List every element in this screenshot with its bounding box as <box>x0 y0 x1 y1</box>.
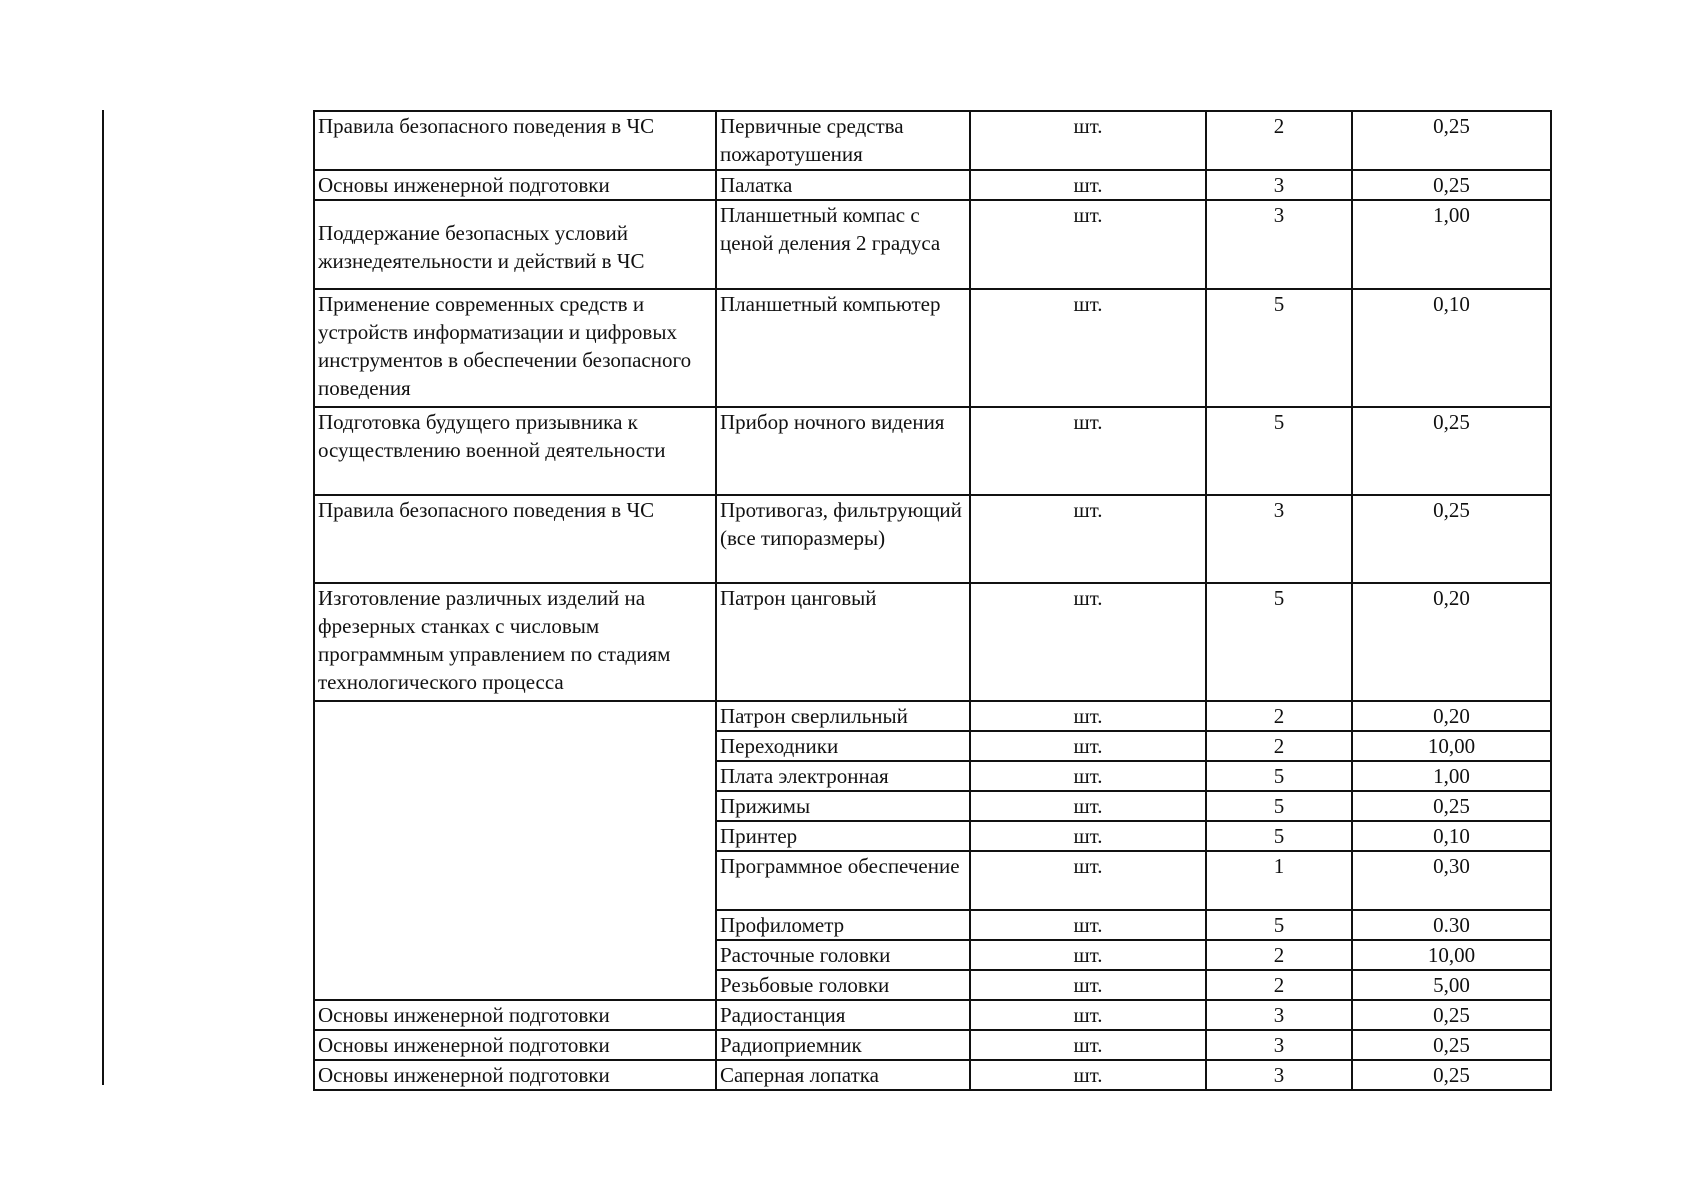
unit-cell: шт. <box>970 200 1206 289</box>
qty-cell: 3 <box>1206 1000 1352 1030</box>
unit-cell: шт. <box>970 1030 1206 1060</box>
topic-cell: Подготовка будущего призывника к осуществлению военной деятельности <box>314 407 716 495</box>
table-row <box>314 407 1551 495</box>
qty-cell: 3 <box>1206 1030 1352 1060</box>
item-cell: Принтер <box>716 821 970 851</box>
coef-cell: 0,25 <box>1352 1000 1551 1030</box>
unit-cell: шт. <box>970 289 1206 407</box>
item-cell: Планшетный компас с ценой деления 2 градуса <box>716 200 970 289</box>
topic-cell <box>314 701 716 1000</box>
item-cell: Прибор ночного видения <box>716 407 970 495</box>
qty-cell: 1 <box>1206 851 1352 910</box>
item-cell: Патрон цанговый <box>716 583 970 701</box>
qty-cell: 3 <box>1206 495 1352 583</box>
coef-cell: 10,00 <box>1352 731 1551 761</box>
qty-cell: 5 <box>1206 791 1352 821</box>
item-cell: Программное обеспечение <box>716 851 970 910</box>
unit-cell: шт. <box>970 1000 1206 1030</box>
coef-cell: 0,10 <box>1352 289 1551 407</box>
unit-cell: шт. <box>970 970 1206 1000</box>
coef-cell: 0,25 <box>1352 791 1551 821</box>
qty-cell: 5 <box>1206 761 1352 791</box>
unit-cell: шт. <box>970 170 1206 200</box>
unit-cell: шт. <box>970 1060 1206 1090</box>
item-cell: Саперная лопатка <box>716 1060 970 1090</box>
table-row <box>314 170 1551 200</box>
qty-cell: 5 <box>1206 407 1352 495</box>
table-row <box>314 1000 1551 1030</box>
item-cell: Радиоприемник <box>716 1030 970 1060</box>
unit-cell: шт. <box>970 821 1206 851</box>
item-cell: Прижимы <box>716 791 970 821</box>
topic-cell: Основы инженерной подготовки <box>314 1060 716 1090</box>
qty-cell: 2 <box>1206 940 1352 970</box>
topic-cell: Основы инженерной подготовки <box>314 1030 716 1060</box>
left-margin-rule <box>102 110 104 1085</box>
unit-cell: шт. <box>970 851 1206 910</box>
qty-cell: 3 <box>1206 1060 1352 1090</box>
table-row <box>314 701 1551 731</box>
item-cell: Первичные средства пожаротушения <box>716 111 970 170</box>
unit-cell: шт. <box>970 495 1206 583</box>
qty-cell: 5 <box>1206 289 1352 407</box>
topic-cell: Применение современных средств и устройств информатизации и цифровых инструментов в обеспечении безопасного поведения <box>314 289 716 407</box>
topic-cell: Основы инженерной подготовки <box>314 170 716 200</box>
coef-cell: 0,20 <box>1352 701 1551 731</box>
table-row <box>314 200 1551 289</box>
coef-cell: 0,25 <box>1352 495 1551 583</box>
table-row <box>314 1030 1551 1060</box>
coef-cell: 0,25 <box>1352 407 1551 495</box>
item-cell: Планшетный компьютер <box>716 289 970 407</box>
unit-cell: шт. <box>970 583 1206 701</box>
unit-cell: шт. <box>970 910 1206 940</box>
item-cell: Переходники <box>716 731 970 761</box>
unit-cell: шт. <box>970 111 1206 170</box>
qty-cell: 5 <box>1206 821 1352 851</box>
unit-cell: шт. <box>970 407 1206 495</box>
item-cell: Радиостанция <box>716 1000 970 1030</box>
qty-cell: 3 <box>1206 200 1352 289</box>
qty-cell: 3 <box>1206 170 1352 200</box>
item-cell: Противогаз, фильтрующий (все типоразмеры) <box>716 495 970 583</box>
coef-cell: 0,25 <box>1352 1060 1551 1090</box>
unit-cell: шт. <box>970 791 1206 821</box>
table-row <box>314 583 1551 701</box>
topic-cell: Основы инженерной подготовки <box>314 1000 716 1030</box>
coef-cell: 0,10 <box>1352 821 1551 851</box>
table-row <box>314 495 1551 583</box>
table-row <box>314 289 1551 407</box>
qty-cell: 5 <box>1206 910 1352 940</box>
qty-cell: 5 <box>1206 583 1352 701</box>
qty-cell: 2 <box>1206 731 1352 761</box>
coef-cell: 5,00 <box>1352 970 1551 1000</box>
unit-cell: шт. <box>970 940 1206 970</box>
qty-cell: 2 <box>1206 970 1352 1000</box>
coef-cell: 0,25 <box>1352 1030 1551 1060</box>
coef-cell: 0,25 <box>1352 111 1551 170</box>
item-cell: Палатка <box>716 170 970 200</box>
topic-cell: Изготовление различных изделий на фрезерных станках с числовым программным управлением по стадиям технологического процесса <box>314 583 716 701</box>
qty-cell: 2 <box>1206 111 1352 170</box>
coef-cell: 1,00 <box>1352 200 1551 289</box>
equipment-table <box>313 110 1552 1091</box>
table-row <box>314 111 1551 170</box>
coef-cell: 10,00 <box>1352 940 1551 970</box>
item-cell: Плата электронная <box>716 761 970 791</box>
table-row <box>314 1060 1551 1090</box>
unit-cell: шт. <box>970 701 1206 731</box>
topic-cell: Правила безопасного поведения в ЧС <box>314 111 716 170</box>
qty-cell: 2 <box>1206 701 1352 731</box>
unit-cell: шт. <box>970 761 1206 791</box>
coef-cell: 0,30 <box>1352 851 1551 910</box>
item-cell: Патрон сверлильный <box>716 701 970 731</box>
topic-cell: Правила безопасного поведения в ЧС <box>314 495 716 583</box>
coef-cell: 1,00 <box>1352 761 1551 791</box>
coef-cell: 0.30 <box>1352 910 1551 940</box>
item-cell: Профилометр <box>716 910 970 940</box>
unit-cell: шт. <box>970 731 1206 761</box>
coef-cell: 0,25 <box>1352 170 1551 200</box>
coef-cell: 0,20 <box>1352 583 1551 701</box>
topic-cell: Поддержание безопасных условий жизнедеятельности и действий в ЧС <box>314 200 716 289</box>
item-cell: Резьбовые головки <box>716 970 970 1000</box>
item-cell: Расточные головки <box>716 940 970 970</box>
